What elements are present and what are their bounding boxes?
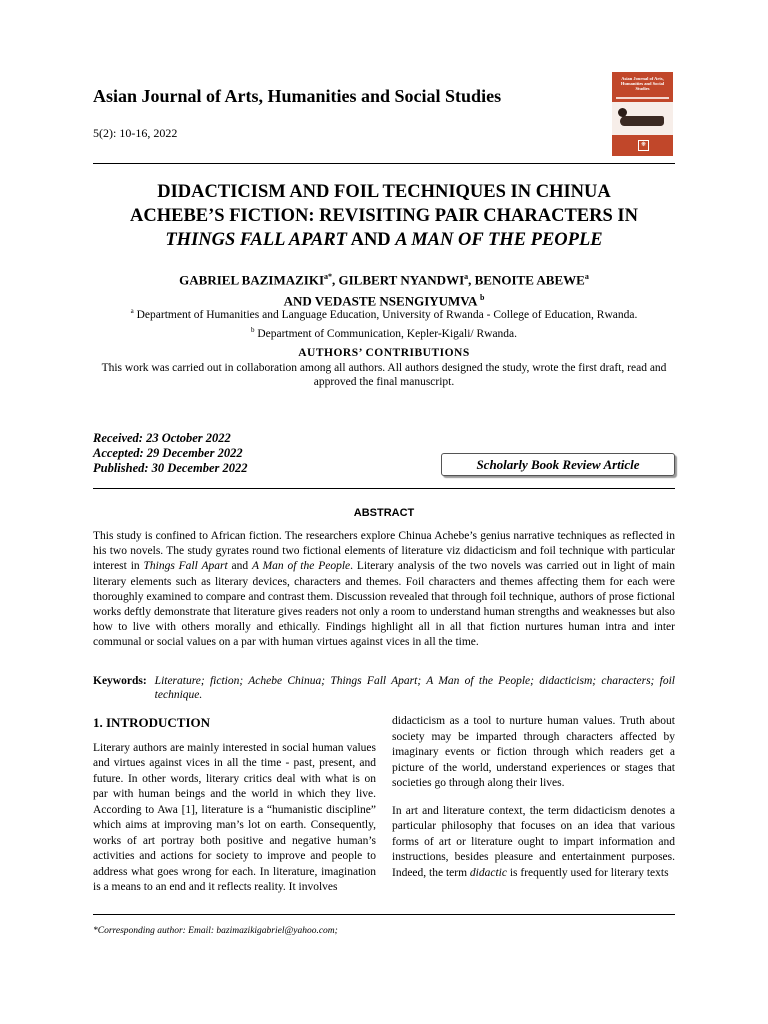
cover-stripe bbox=[616, 97, 669, 99]
title-book-2: A MAN OF THE PEOPLE bbox=[395, 230, 603, 250]
left-column bbox=[93, 715, 376, 908]
affiliation-b-text: Department of Communication, Kepler-Kigali/ Rwanda. bbox=[254, 327, 518, 340]
header-rule bbox=[93, 163, 675, 164]
author-2: , GILBERT NYANDWI bbox=[332, 272, 465, 288]
keywords-value: Literature; fiction; Achebe Chinua; Things Fall Apart; A Man of the People; didacticism; characters; foil technique. bbox=[154, 675, 675, 701]
affiliation-a-text: Department of Humanities and Language Education, University of Rwanda - College of Education, Rwanda. bbox=[133, 308, 638, 321]
volume-info: 5(2): 10-16, 2022 bbox=[93, 126, 178, 140]
title-line-3 bbox=[93, 228, 675, 252]
author-4-sup: b bbox=[479, 293, 485, 303]
footnote-rule bbox=[93, 914, 675, 915]
contributions-text: This work was carried out in collaboration among all authors. All authors designed the study, wrote the first draft, read and approved the final manuscript. bbox=[101, 362, 667, 388]
title-line-1: DIDACTICISM AND FOIL TECHNIQUES IN CHINUA bbox=[157, 182, 611, 202]
author-1-sup: a* bbox=[324, 272, 333, 281]
article-dates bbox=[93, 431, 248, 476]
author-4: AND VEDASTE NSENGIYUMVA bbox=[283, 293, 477, 309]
accepted-date: Accepted: 29 December 2022 bbox=[93, 446, 243, 460]
title-and: AND bbox=[346, 230, 396, 250]
article-title bbox=[93, 180, 675, 252]
author-3: , BENOITE ABEWE bbox=[468, 272, 585, 288]
intro-right-p2-part-2: is frequently used for literary texts bbox=[506, 866, 669, 879]
abstract-book-2: A Man of the People bbox=[251, 560, 351, 573]
affiliation-b bbox=[93, 323, 675, 342]
affiliation-a-sup: a bbox=[130, 307, 134, 315]
right-column bbox=[392, 714, 675, 893]
journal-cover-image bbox=[612, 72, 673, 156]
section-heading-introduction: 1. INTRODUCTION bbox=[93, 715, 211, 730]
abstract-part-2: and bbox=[227, 560, 252, 573]
intro-right-p2-part-1: In art and literature context, the term didacticism denotes a particular philosophy that focuses on an idea that various forms of art or literature ought to impart information and instructions, besides pleasure and entertainment purposes. Indeed, the term bbox=[392, 804, 675, 879]
article-type-badge: Scholarly Book Review Article bbox=[441, 453, 675, 476]
cover-title: Asian Journal of Arts, Humanities and Social Studies bbox=[620, 76, 665, 91]
title-book-1: THINGS FALL APART bbox=[165, 230, 347, 250]
abstract-part-3: . Literary analysis of the two novels was carried out in light of main literary elements such as literary devices, characters and themes. Foil characters and themes affecting them for each were thoroughly examined to compare and contrast them. Discussion revealed that through foil technique, authors of prose fictional works deftly demonstrate that literature gives readers not only a room to understand human strengths and weaknesses but also how to live with others morally and ethically. Findings highlight all in all that fiction nurtures human intra and inter communal or social values on a par with human virtues against vices in all the time. bbox=[93, 560, 676, 649]
publisher-logo-icon: ❋ bbox=[638, 140, 649, 151]
cover-photo bbox=[612, 102, 673, 135]
author-3-sup: a bbox=[584, 272, 589, 281]
keywords-label: Keywords: bbox=[93, 675, 147, 687]
corresponding-author-footnote: *Corresponding author: Email: bazimazikigabriel@yahoo.com; bbox=[93, 926, 338, 936]
intro-right-p2-emphasis: didactic bbox=[469, 866, 507, 879]
affiliation-a bbox=[93, 304, 675, 323]
abstract-book-1: Things Fall Apart bbox=[143, 560, 228, 573]
abstract-top-rule bbox=[93, 488, 675, 489]
intro-left-paragraph: Literary authors are mainly interested in social human values and virtues against vices in all the time - past, present, and future. In other words, literary critics deal with what is on par with human beings and the world in which they live. According to Awa [1], literature is a “humanistic discipline” which aims at improving man’s lot on earth. Consequently, works of art portray both positive and negative human’s activities and actions for society to improve and people to address what goes wrong for each. In literature, imagination is a means to an end and it reflects reality. It involves bbox=[93, 741, 376, 893]
received-date: Received: 23 October 2022 bbox=[93, 431, 231, 445]
abstract-text bbox=[93, 529, 675, 651]
affiliation-b-sup: b bbox=[250, 325, 255, 334]
contributions-heading: AUTHORS’ CONTRIBUTIONS bbox=[298, 347, 470, 359]
cover-figure-head bbox=[618, 108, 627, 117]
abstract-part-1: This study is confined to African fiction. The researchers explore Chinua Achebe’s genius narrative techniques as reflected in his two novels. The study gyrates round two fictional elements of literature viz didacticism and foil technique with particular interest in bbox=[93, 530, 675, 573]
cover-figure bbox=[620, 116, 664, 126]
author-line-1 bbox=[93, 268, 675, 289]
published-date: Published: 30 December 2022 bbox=[93, 461, 248, 475]
author-2-sup: a bbox=[464, 272, 469, 281]
intro-right-paragraph-1: didacticism as a tool to nurture human values. Truth about society may be imparted through characters affected by imaginary events or fiction through which readers get a picture of the world, understand experiences or stages that societies go through along their lives. bbox=[392, 715, 675, 789]
affiliations bbox=[93, 304, 675, 342]
journal-name: Asian Journal of Arts, Humanities and Social Studies bbox=[93, 86, 502, 106]
author-1: GABRIEL BAZIMAZIKI bbox=[179, 272, 325, 288]
keywords bbox=[93, 674, 675, 702]
intro-right-paragraph-2 bbox=[392, 804, 675, 882]
title-line-2: ACHEBE’S FICTION: REVISITING PAIR CHARACTERS IN bbox=[130, 206, 638, 226]
abstract-heading: ABSTRACT bbox=[353, 507, 415, 519]
